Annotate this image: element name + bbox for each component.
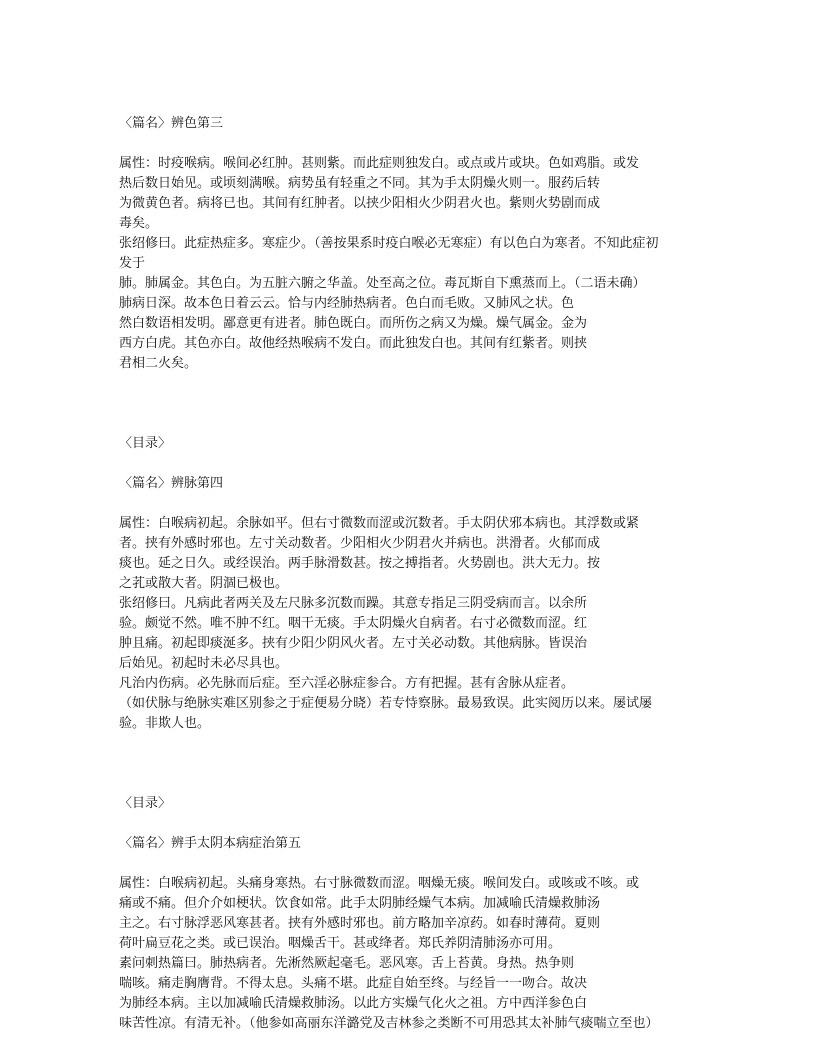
body-line: 主之。右寸脉浮恶风寒甚者。挟有外感时邪也。前方略加辛凉药。如春时薄荷。夏则 xyxy=(119,916,601,931)
spacer xyxy=(119,854,719,874)
body-line: 痛或不痛。但介介如梗状。饮食如常。此手太阴肺经燥气本病。加减喻氏清燥救肺汤 xyxy=(119,896,601,911)
body-line: 喘咳。痛走胸膺背。不得太息。头痛不堪。此症自始至终。与经旨一一吻合。故决 xyxy=(119,976,588,991)
spacer xyxy=(119,814,719,834)
section-heading-bianse: 〈篇名〉辨色第三 xyxy=(119,116,224,131)
body-line: 毒矣。 xyxy=(119,216,159,231)
spacer xyxy=(119,734,719,794)
body-line: 肺。肺属金。其色白。为五脏六腑之华盖。处至高之位。毒瓦斯自下熏蒸而上。（二语未确） xyxy=(119,276,646,291)
spacer xyxy=(119,494,719,514)
body-line: 西方白虎。其色亦白。故他经热喉病不发白。而此独发白也。其间有红紫者。则挟 xyxy=(119,336,588,351)
body-line: 属性：白喉病初起。头痛身寒热。右寸脉微数而涩。咽燥无痰。喉间发白。或咳或不咳。或 xyxy=(119,876,640,891)
body-line: 后始见。初起时未必尽具也。 xyxy=(119,656,289,671)
section-body-taiyin xyxy=(119,874,719,1034)
body-line: 然白数语相发明。鄙意更有进者。肺色既白。而所伤之病又为燥。燥气属金。金为 xyxy=(119,316,588,331)
body-line: 肺病日深。故本色日着云云。恰与内经肺热病者。色白而毛败。又肺风之状。色 xyxy=(119,296,575,311)
body-line: 者。挟有外感时邪也。左寸关动数者。少阳相火少阴君火并病也。洪滑者。火郁而成 xyxy=(119,536,601,551)
body-line: 为肺经本病。主以加减喻氏清燥救肺汤。以此方实燥气化火之祖。方中西洋参色白 xyxy=(119,996,588,1011)
spacer xyxy=(119,134,719,154)
body-line: 味苦性凉。有清无补。（他参如高丽东洋潞党及吉林参之类断不可用恐其太补肺气痰喘立至也） xyxy=(119,1016,659,1031)
spacer xyxy=(119,454,719,474)
section-heading-bianmai: 〈篇名〉辨脉第四 xyxy=(119,476,224,491)
body-line: 张绍修曰。凡病此者两关及左尺脉多沉数而躁。其意专指足三阴受病而言。以余所 xyxy=(119,596,588,611)
body-line: 属性：时疫喉病。喉间必红肿。甚则紫。而此症则独发白。或点或片或块。色如鸡脂。或发 xyxy=(119,156,640,171)
body-line: 验。颇觉不然。唯不肿不红。咽干无痰。手太阴燥火自病者。右寸必微数而涩。红 xyxy=(119,616,588,631)
body-line: 热后数日始见。或顷刻满喉。病势虽有轻重之不同。其为手太阴燥火则一。服药后转 xyxy=(119,176,601,191)
body-line: （如伏脉与绝脉实难区别参之于症便易分晓）若专恃察脉。最易致误。此实阅历以来。屡试屡 xyxy=(119,696,653,711)
body-line: 荷叶扁豆花之类。或已误治。咽燥舌干。甚或绛者。郑氏养阴清肺汤亦可用。 xyxy=(119,936,562,951)
document-page xyxy=(119,114,719,1034)
body-line: 属性：白喉病初起。余脉如平。但右寸微数而涩或沉数者。手太阴伏邪本病也。其浮数或紧 xyxy=(119,516,640,531)
body-line: 凡治内伤病。必先脉而后症。至六淫必脉症参合。方有把握。甚有舍脉从症者。 xyxy=(119,676,575,691)
body-line: 君相二火矣。 xyxy=(119,356,198,371)
body-line: 素问刺热篇曰。肺热病者。先淅然厥起毫毛。恶风寒。舌上苔黄。身热。热争则 xyxy=(119,956,575,971)
section-heading-taiyin: 〈篇名〉辨手太阴本病症治第五 xyxy=(119,836,302,851)
toc-link[interactable]: 〈目录〉 xyxy=(119,796,172,811)
section-body-bianse xyxy=(119,154,719,374)
body-line: 之芤或散大者。阴涸已极也。 xyxy=(119,576,289,591)
body-line: 为微黄色者。病将已也。其间有红肿者。以挟少阳相火少阴君火也。紫则火势剧而成 xyxy=(119,196,601,211)
toc-link[interactable]: 〈目录〉 xyxy=(119,436,172,451)
body-line: 张绍修曰。此症热症多。寒症少。（善按果系时疫白喉必无寒症）有以色白为寒者。不知此症初 xyxy=(119,236,659,251)
section-body-bianmai xyxy=(119,514,719,734)
body-line: 验。非欺人也。 xyxy=(119,716,211,731)
body-line: 发于 xyxy=(119,256,146,271)
body-line: 痰也。延之日久。或经误治。两手脉滑数甚。按之搏指者。火势剧也。洪大无力。按 xyxy=(119,556,601,571)
body-line: 肿且痛。初起即痰涎多。挟有少阳少阴风火者。左寸关必动数。其他病脉。皆误治 xyxy=(119,636,588,651)
spacer xyxy=(119,374,719,434)
